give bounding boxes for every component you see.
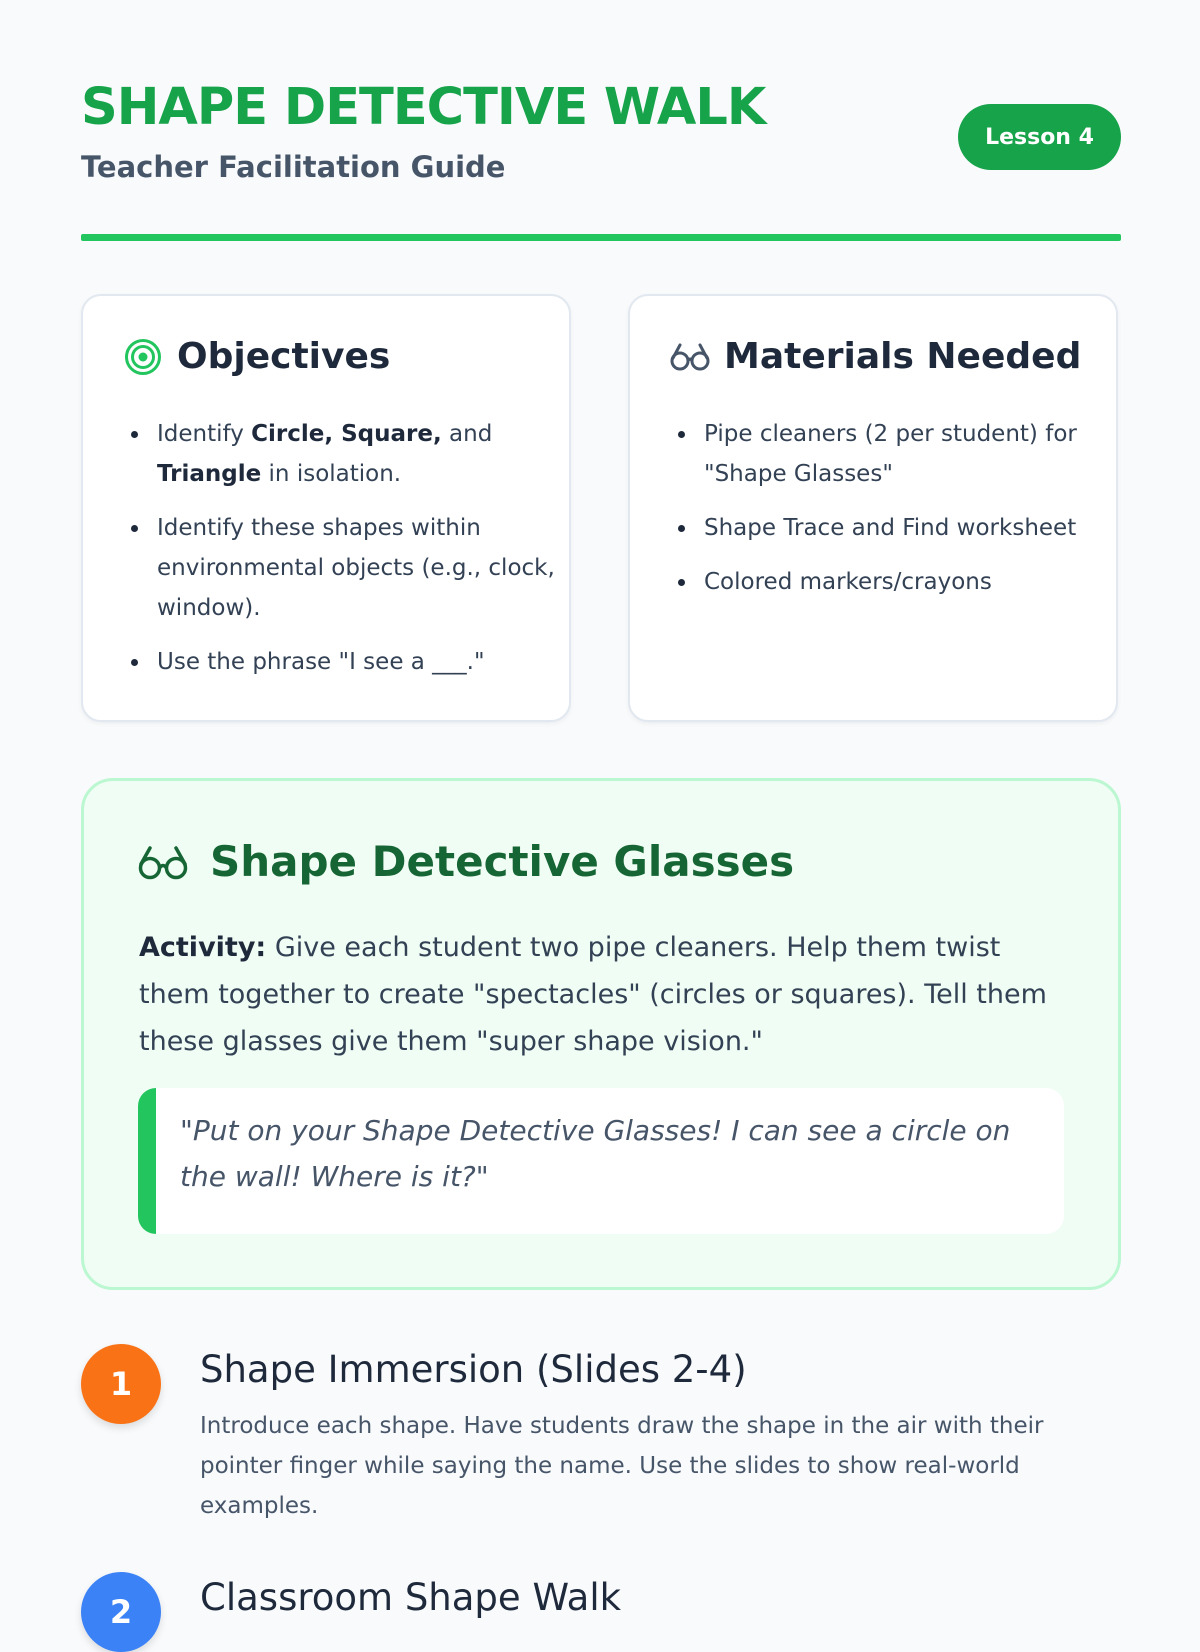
activity-label: Activity: bbox=[139, 932, 267, 963]
shape-name: Triangle bbox=[157, 461, 262, 487]
objective-item bbox=[157, 414, 577, 494]
materials-card bbox=[628, 294, 1118, 722]
materials-header bbox=[670, 336, 1081, 377]
objective-text: and bbox=[441, 421, 493, 447]
step-number-badge: 2 bbox=[81, 1572, 161, 1652]
objective-item: Use the phrase "I see a ___." bbox=[157, 642, 577, 682]
objective-text: Identify bbox=[157, 421, 252, 447]
page-subtitle: Teacher Facilitation Guide bbox=[81, 150, 506, 184]
glasses-icon bbox=[138, 842, 190, 882]
shape-names: Circle, Square, bbox=[251, 421, 442, 447]
page-header bbox=[81, 0, 1121, 242]
glasses-icon bbox=[670, 337, 710, 377]
lesson-guide-page bbox=[81, 0, 1121, 1631]
activity-description bbox=[139, 924, 1069, 1065]
material-item: Shape Trace and Find worksheet bbox=[704, 508, 1124, 548]
objectives-list bbox=[123, 414, 577, 696]
objective-item: Identify these shapes within environmental objects (e.g., clock, window). bbox=[157, 508, 577, 628]
materials-list bbox=[670, 414, 1124, 616]
objectives-card bbox=[81, 294, 571, 722]
step-number-badge: 1 bbox=[81, 1344, 161, 1424]
step-title: Classroom Shape Walk bbox=[200, 1576, 622, 1619]
step-title: Shape Immersion (Slides 2-4) bbox=[200, 1348, 747, 1391]
step-description: Introduce each shape. Have students draw the shape in the air with their pointer finger while saying the name. Use the slides to show real-world examples. bbox=[200, 1413, 1044, 1519]
activity-instructions: Give each student two pipe cleaners. Help them twist them together to create "spectacles" (circles or squares). Tell them these glasses give them "super shape vision." bbox=[139, 932, 1047, 1057]
material-item: Colored markers/crayons bbox=[704, 562, 1124, 602]
header-divider bbox=[81, 234, 1121, 241]
material-item: Pipe cleaners (2 per student) for "Shape Glasses" bbox=[704, 414, 1124, 494]
activity-title: Shape Detective Glasses bbox=[210, 837, 795, 886]
activity-header bbox=[138, 837, 794, 886]
info-cards bbox=[81, 294, 1121, 724]
activity-box bbox=[81, 778, 1121, 1290]
objectives-title: Objectives bbox=[177, 336, 391, 377]
teacher-quote: "Put on your Shape Detective Glasses! I can see a circle on the wall! Where is it?" bbox=[138, 1088, 1064, 1234]
page-title: SHAPE DETECTIVE WALK bbox=[81, 78, 766, 137]
lesson-badge: Lesson 4 bbox=[958, 104, 1121, 170]
objectives-header bbox=[123, 336, 390, 377]
objective-text: in isolation. bbox=[261, 461, 402, 487]
target-icon bbox=[123, 337, 163, 377]
materials-title: Materials Needed bbox=[724, 336, 1082, 377]
